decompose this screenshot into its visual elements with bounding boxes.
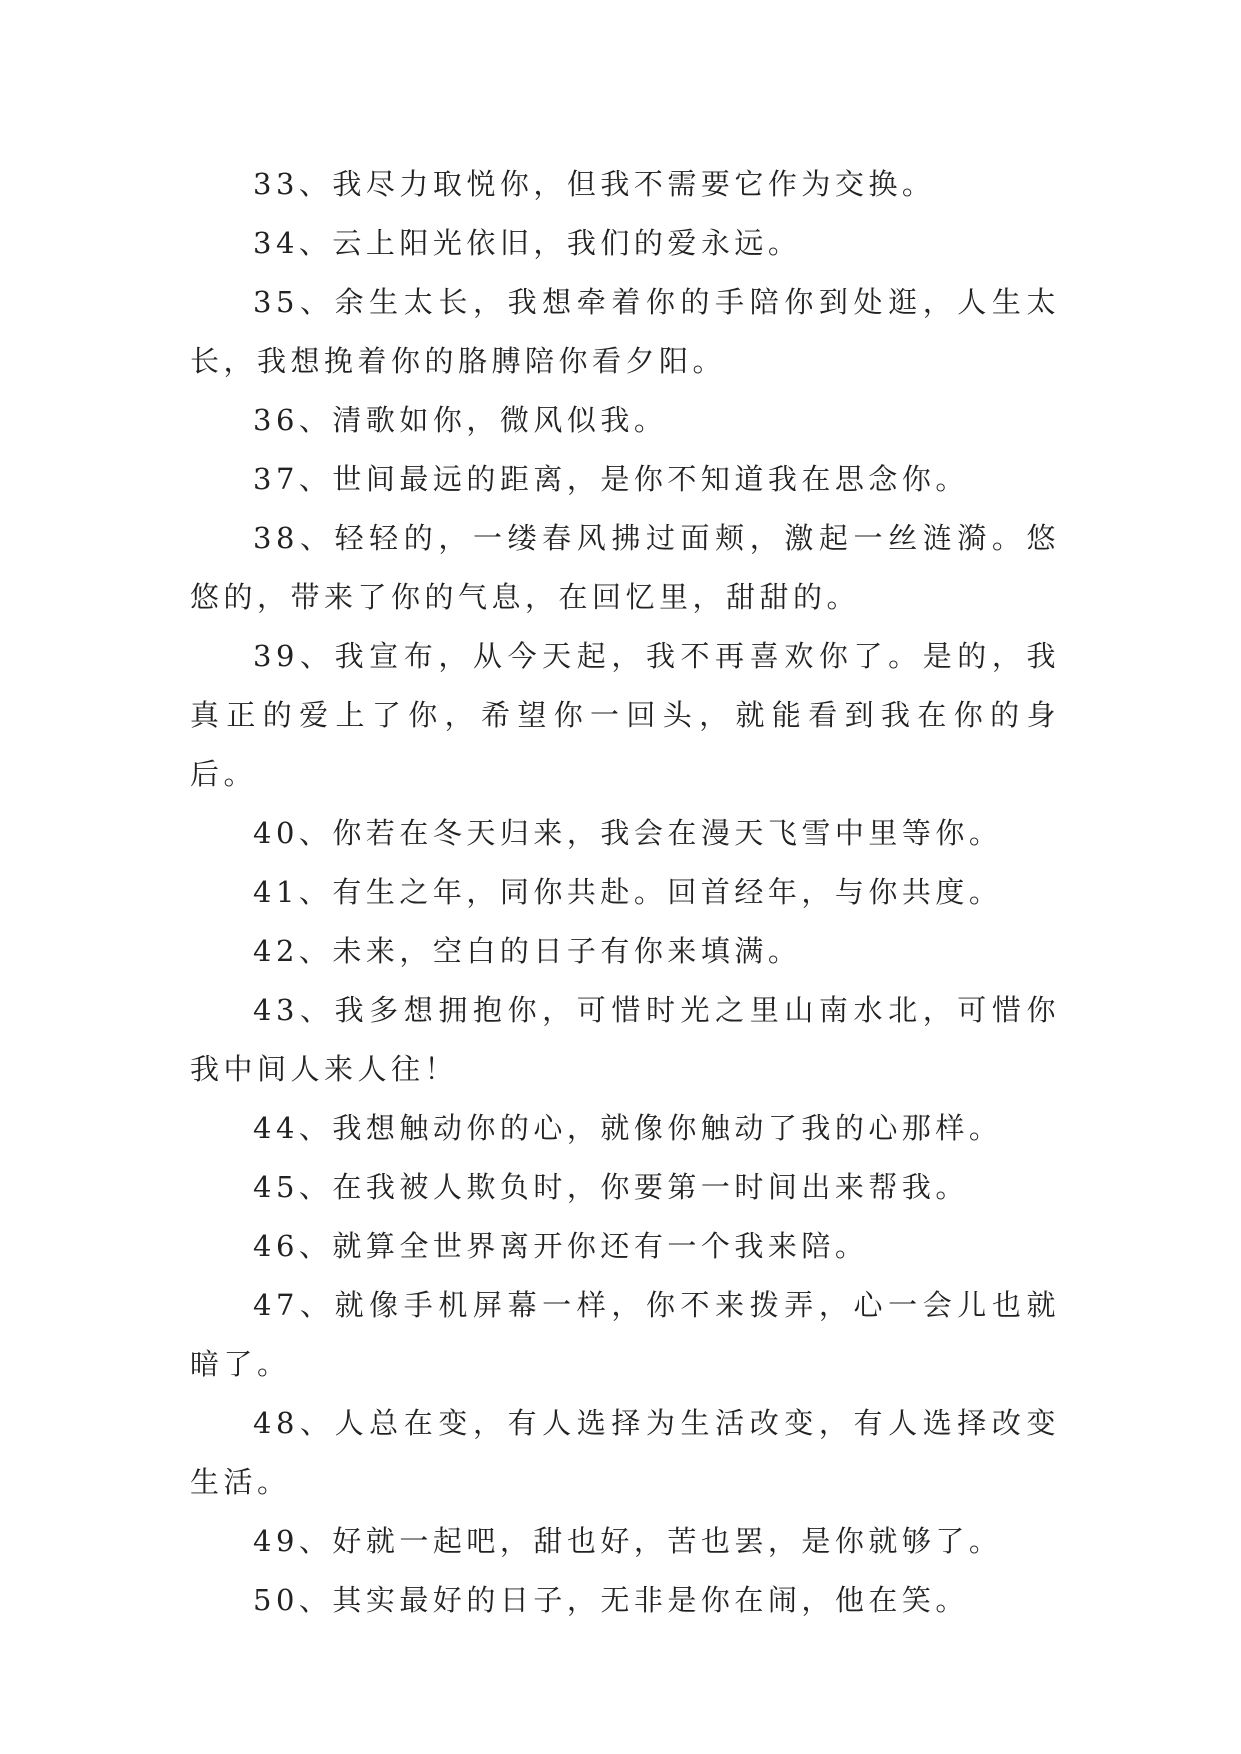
paragraph-43: 43、我多想拥抱你，可惜时光之里山南水北，可惜你我中间人来人往！	[190, 993, 1060, 1086]
paragraph-38: 38、轻轻的，一缕春风拂过面颊，激起一丝涟漪。悠悠的，带来了你的气息，在回忆里，甜甜的。	[190, 521, 1060, 614]
paragraph-37: 37、世间最远的距离，是你不知道我在思念你。	[253, 462, 969, 496]
paragraph-39: 39、我宣布，从今天起，我不再喜欢你了。是的，我真正的爱上了你，希望你一回头，就能看到我在你的身后。	[190, 639, 1060, 791]
paragraph-41: 41、有生之年，同你共赴。回首经年，与你共度。	[253, 875, 1003, 909]
paragraph-46: 46、就算全世界离开你还有一个我来陪。	[253, 1229, 869, 1263]
paragraph-49: 49、好就一起吧，甜也好，苦也罢，是你就够了。	[253, 1524, 1003, 1558]
paragraph-36: 36、清歌如你，微风似我。	[253, 403, 668, 437]
paragraph-47: 47、就像手机屏幕一样，你不来拨弄，心一会儿也就暗了。	[190, 1288, 1060, 1381]
document-body	[190, 155, 1060, 1630]
paragraph-42: 42、未来，空白的日子有你来填满。	[253, 934, 802, 968]
paragraph-34: 34、云上阳光依旧，我们的爱永远。	[253, 226, 802, 260]
paragraph-33: 33、我尽力取悦你，但我不需要它作为交换。	[253, 167, 936, 201]
paragraph-44: 44、我想触动你的心，就像你触动了我的心那样。	[253, 1111, 1003, 1145]
paragraph-48: 48、人总在变，有人选择为生活改变，有人选择改变生活。	[190, 1406, 1060, 1499]
paragraph-45: 45、在我被人欺负时，你要第一时间出来帮我。	[253, 1170, 969, 1204]
paragraph-35: 35、余生太长，我想牵着你的手陪你到处逛，人生太长，我想挽着你的胳膊陪你看夕阳。	[190, 285, 1060, 378]
paragraph-50: 50、其实最好的日子，无非是你在闹，他在笑。	[253, 1583, 969, 1617]
paragraph-40: 40、你若在冬天归来，我会在漫天飞雪中里等你。	[253, 816, 1003, 850]
